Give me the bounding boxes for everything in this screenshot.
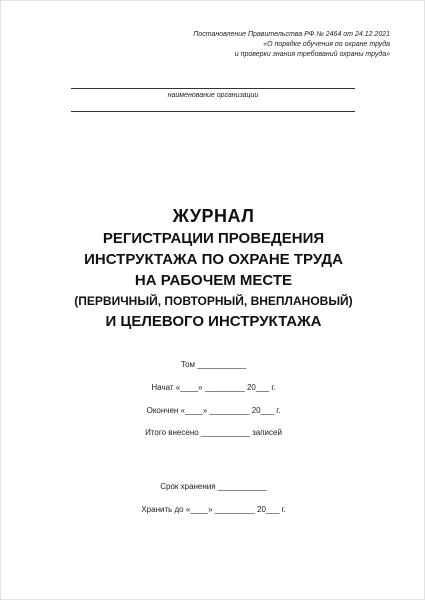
title-line-4: (ПЕРВИЧНЫЙ, ПОВТОРНЫЙ, ВНЕПЛАНОВЫЙ) [74,294,353,308]
organization-name-caption: наименование организации [167,92,259,99]
total-records-field: Итого внесено ___________ записей [145,428,282,437]
retention-period-field: Срок хранения ___________ [160,482,267,491]
title-main: ЖУРНАЛ [172,206,255,226]
regulation-line-1: Постановление Правительства РФ № 2464 от 24.12.2021 [193,31,390,38]
journal-title [21,204,406,332]
title-line-5: И ЦЕЛЕВОГО ИНСТРУКТАЖА [105,313,322,330]
keep-until-field: Хранить до «____» _________ 20___ г. [141,505,286,514]
organization-name-line [71,88,355,89]
volume-field: Том ___________ [180,360,247,369]
regulation-line-2: «О порядке обучения по охране труда [263,41,390,48]
title-line-1: РЕГИСТРАЦИИ ПРОВЕДЕНИЯ [102,230,325,247]
regulation-line-3: и проверки знания требований охраны труда» [234,51,390,58]
ended-date-field: Окончен «____» _________ 20___ г. [146,406,281,415]
title-line-3: НА РАБОЧЕМ МЕСТЕ [134,272,293,289]
regulation-reference [150,30,390,60]
started-date-field: Начат «____» _________ 20___ г. [151,383,276,392]
organization-name-line-2 [71,111,355,112]
title-line-2: ИНСТРУКТАЖА ПО ОХРАНЕ ТРУДА [84,251,343,268]
